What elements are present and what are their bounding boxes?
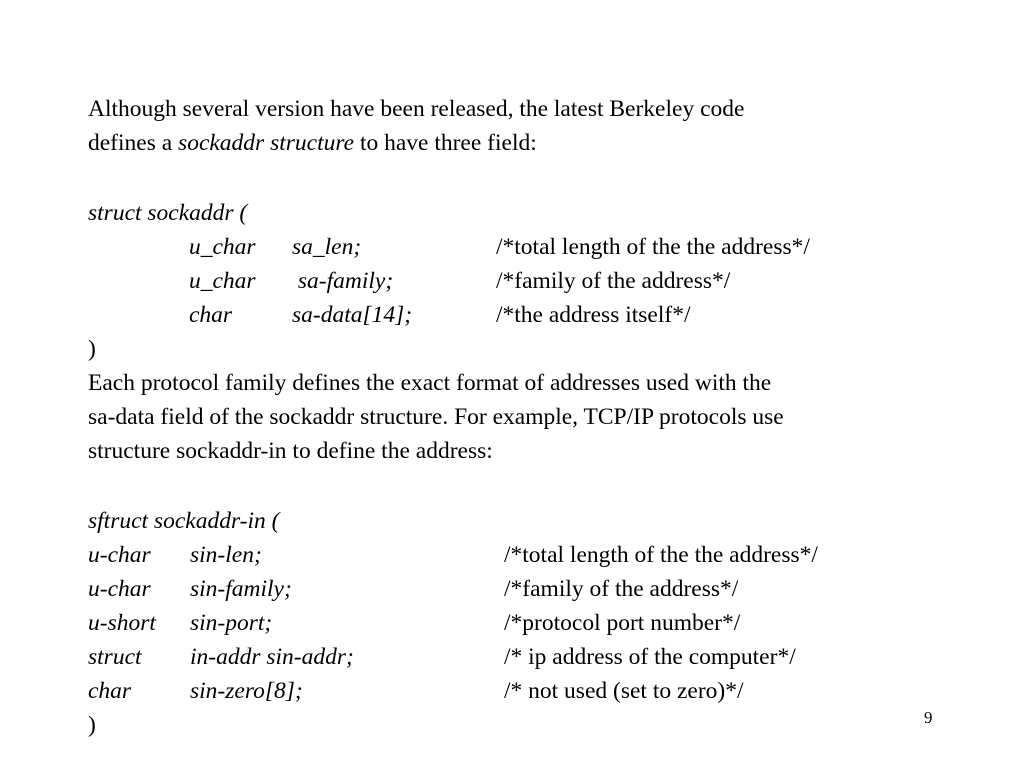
- struct1-open-text: struct sockaddr (: [88, 200, 248, 226]
- explanation-line-2: [88, 400, 784, 434]
- struct1-open: [88, 196, 247, 230]
- struct2-field-type: struct: [88, 644, 142, 670]
- struct2-field-comment: /* not used (set to zero)*/: [504, 678, 744, 704]
- struct2-field-type: u-short: [88, 610, 156, 636]
- struct2-field-type: u-char: [88, 542, 151, 568]
- struct2-field-type: u-char: [88, 576, 151, 602]
- struct1-field-comment: /*family of the address*/: [496, 268, 731, 294]
- struct2-field-name: sin-family;: [190, 576, 292, 602]
- struct2-field-type: char: [88, 678, 132, 704]
- explanation-text-1: Each protocol family defines the exact format of addresses used with the: [88, 370, 772, 396]
- struct1-field-type: char: [189, 302, 233, 328]
- struct2-close-text: ): [88, 712, 96, 738]
- struct1-field-name: sa-data[14];: [292, 302, 413, 328]
- intro-text-1: Although several version have been released, the latest Berkeley code: [88, 96, 745, 122]
- struct1-field-comment: /*the address itself*/: [496, 302, 691, 328]
- intro-text-2-emphasis: sockaddr structure: [178, 130, 355, 156]
- page-number: 9: [924, 708, 933, 727]
- struct1-field-name: sa_len;: [292, 234, 362, 260]
- struct1-field-name: sa-family;: [292, 268, 394, 294]
- struct1-field-comment: /*total length of the the address*/: [496, 234, 810, 260]
- struct2-open: [88, 504, 279, 538]
- struct1-close: [88, 332, 96, 366]
- struct2-field-comment: /*protocol port number*/: [504, 610, 741, 636]
- explanation-line-1: [88, 366, 771, 400]
- intro-text-2-before: defines a: [88, 130, 179, 156]
- struct1-field-type: u_char: [189, 268, 256, 294]
- struct2-field-name: sin-port;: [190, 610, 273, 636]
- struct2-field-name: in-addr sin-addr;: [190, 644, 354, 670]
- intro-line-2: [88, 126, 537, 160]
- struct1-close-text: ): [88, 336, 96, 362]
- struct2-field-comment: /*total length of the the address*/: [504, 542, 818, 568]
- explanation-text-2: sa-data field of the sockaddr structure. For example, TCP/IP protocols use: [88, 404, 784, 430]
- struct2-field-comment: /* ip address of the computer*/: [504, 644, 796, 670]
- struct2-open-text: sftruct sockaddr-in (: [88, 508, 280, 534]
- intro-text-2-after: to have three field:: [354, 130, 537, 156]
- struct2-field-comment: /*family of the address*/: [504, 576, 739, 602]
- struct2-field-name: sin-zero[8];: [190, 678, 303, 704]
- explanation-text-3: structure sockaddr-in to define the address:: [88, 438, 493, 464]
- struct2-close: [88, 708, 96, 742]
- explanation-line-3: [88, 434, 493, 468]
- intro-line-1: [88, 92, 744, 126]
- struct2-field-name: sin-len;: [190, 542, 262, 568]
- struct1-field-type: u_char: [189, 234, 256, 260]
